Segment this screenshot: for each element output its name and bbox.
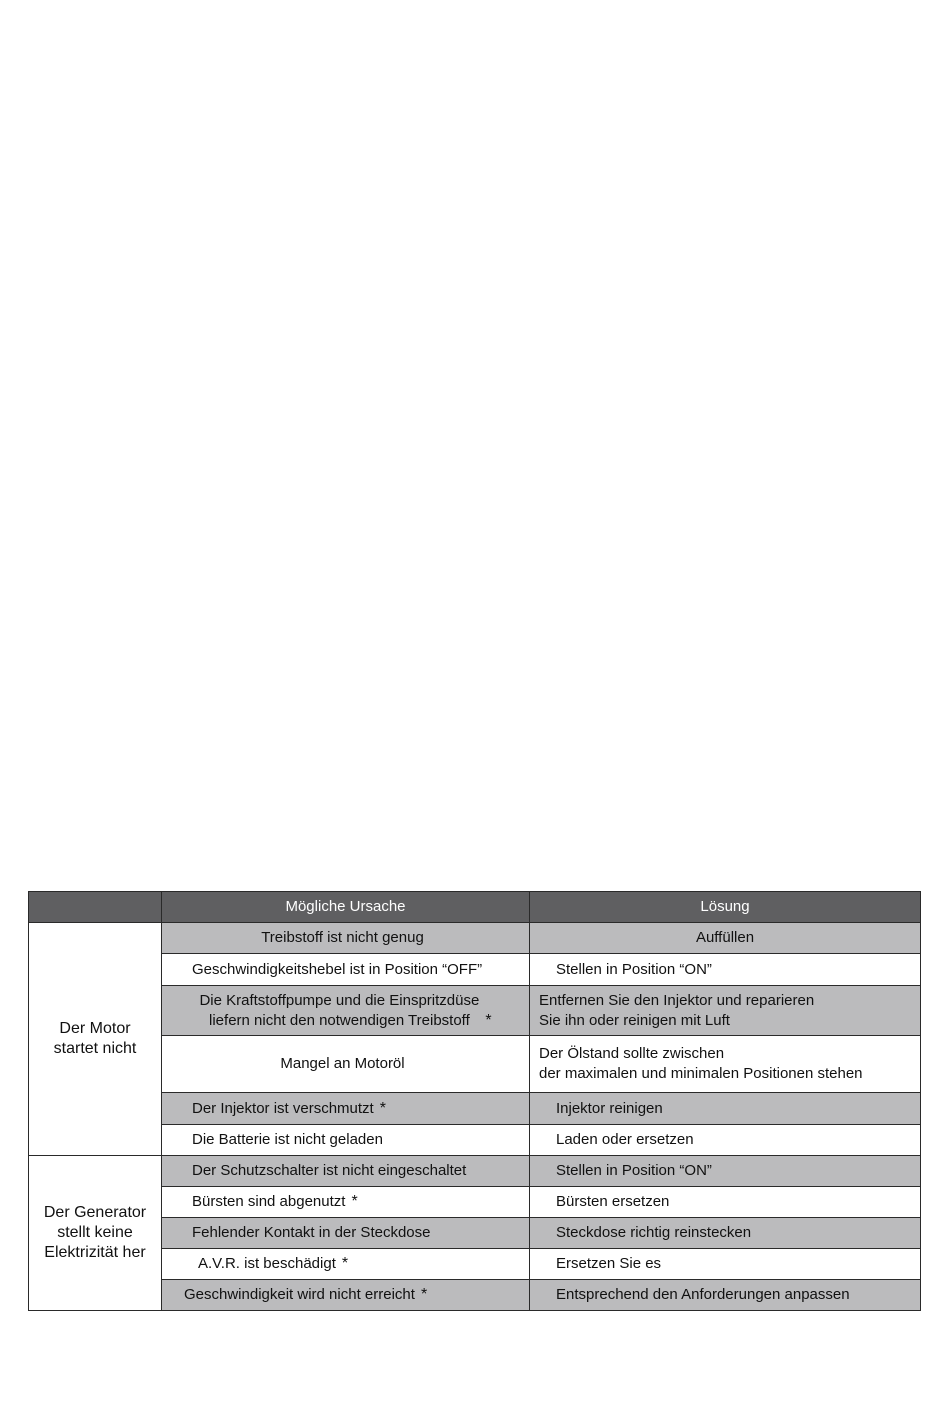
solution-text: Entfernen Sie den Injektor und reparieren Sie ihn oder reinigen mit Luft [539, 991, 815, 1029]
header-problem [29, 892, 162, 923]
cause-text: Der Schutzschalter ist nicht eingeschaltet [192, 1162, 467, 1179]
solution-cell [530, 1187, 921, 1218]
solution-text: Steckdose richtig reinstecken [556, 1224, 752, 1241]
table-row [29, 1036, 921, 1093]
table-row [29, 1280, 921, 1311]
cause-cell [162, 1156, 530, 1187]
solution-text: Laden oder ersetzen [556, 1131, 694, 1148]
table-row [29, 923, 921, 954]
solution-cell [530, 1036, 921, 1093]
cause-cell [162, 1280, 530, 1311]
solution-text: Bürsten ersetzen [556, 1193, 670, 1210]
star-mark: * [485, 1011, 492, 1029]
cause-cell [162, 1218, 530, 1249]
cause-text: Mangel an Motoröl [280, 1055, 405, 1072]
header-solution: Lösung [530, 892, 921, 923]
star-mark: * [341, 1255, 349, 1272]
problem-cell [29, 1156, 162, 1311]
solution-cell [530, 1280, 921, 1311]
solution-cell [530, 954, 921, 986]
cause-text: A.V.R. ist beschädigt [198, 1255, 336, 1272]
solution-text: Auffüllen [695, 929, 755, 946]
cause-cell [162, 1187, 530, 1218]
table-row [29, 986, 921, 1036]
cause-cell [162, 986, 530, 1036]
troubleshooting-table [28, 891, 921, 1311]
solution-text: Stellen in Position “ON” [556, 960, 712, 978]
cause-text: Treibstoff ist nicht genug [261, 929, 424, 946]
solution-cell [530, 1249, 921, 1280]
cause-cell [162, 923, 530, 954]
problem-text: Der Generator stellt keine Elektrizität her [43, 1204, 147, 1261]
solution-cell [530, 1218, 921, 1249]
solution-text: Der Ölstand sollte zwischen der maximalen und minimalen Positionen stehen [539, 1045, 863, 1082]
star-mark: * [379, 1099, 386, 1117]
table-row [29, 1125, 921, 1156]
cause-text: Geschwindigkeitshebel ist in Position “OFF” [192, 960, 483, 978]
table-row [29, 1187, 921, 1218]
cause-cell [162, 1125, 530, 1156]
cause-cell [162, 1249, 530, 1280]
problem-text: Der Motor startet nicht [53, 1020, 137, 1057]
cause-text: Bürsten sind abgenutzt [192, 1193, 346, 1210]
table-row [29, 1249, 921, 1280]
solution-text: Stellen in Position “ON” [556, 1162, 712, 1179]
cause-text: Geschwindigkeit wird nicht erreicht [184, 1286, 415, 1303]
solution-cell [530, 1125, 921, 1156]
cause-text: Die Kraftstoffpumpe und die Einspritzdüse liefern nicht den notwendigen Treibstoff [199, 991, 480, 1029]
solution-text: Injektor reinigen [556, 1099, 663, 1117]
table-row [29, 1093, 921, 1125]
table-row [29, 954, 921, 986]
problem-cell [29, 923, 162, 1156]
table-row [29, 1156, 921, 1187]
solution-cell [530, 1156, 921, 1187]
cause-cell [162, 954, 530, 986]
solution-cell [530, 923, 921, 954]
star-mark: * [351, 1193, 358, 1210]
star-mark: * [420, 1286, 428, 1303]
cause-cell [162, 1036, 530, 1093]
cause-text: Der Injektor ist verschmutzt [192, 1099, 374, 1117]
solution-cell [530, 986, 921, 1036]
solution-text: Ersetzen Sie es [556, 1255, 662, 1272]
cause-cell [162, 1093, 530, 1125]
header-row [29, 892, 921, 923]
cause-text: Die Batterie ist nicht geladen [192, 1131, 383, 1148]
table-row [29, 1218, 921, 1249]
header-cause: Mögliche Ursache [162, 892, 530, 923]
cause-text: Fehlender Kontakt in der Steckdose [192, 1224, 431, 1241]
solution-text: Entsprechend den Anforderungen anpassen [556, 1286, 850, 1303]
solution-cell [530, 1093, 921, 1125]
